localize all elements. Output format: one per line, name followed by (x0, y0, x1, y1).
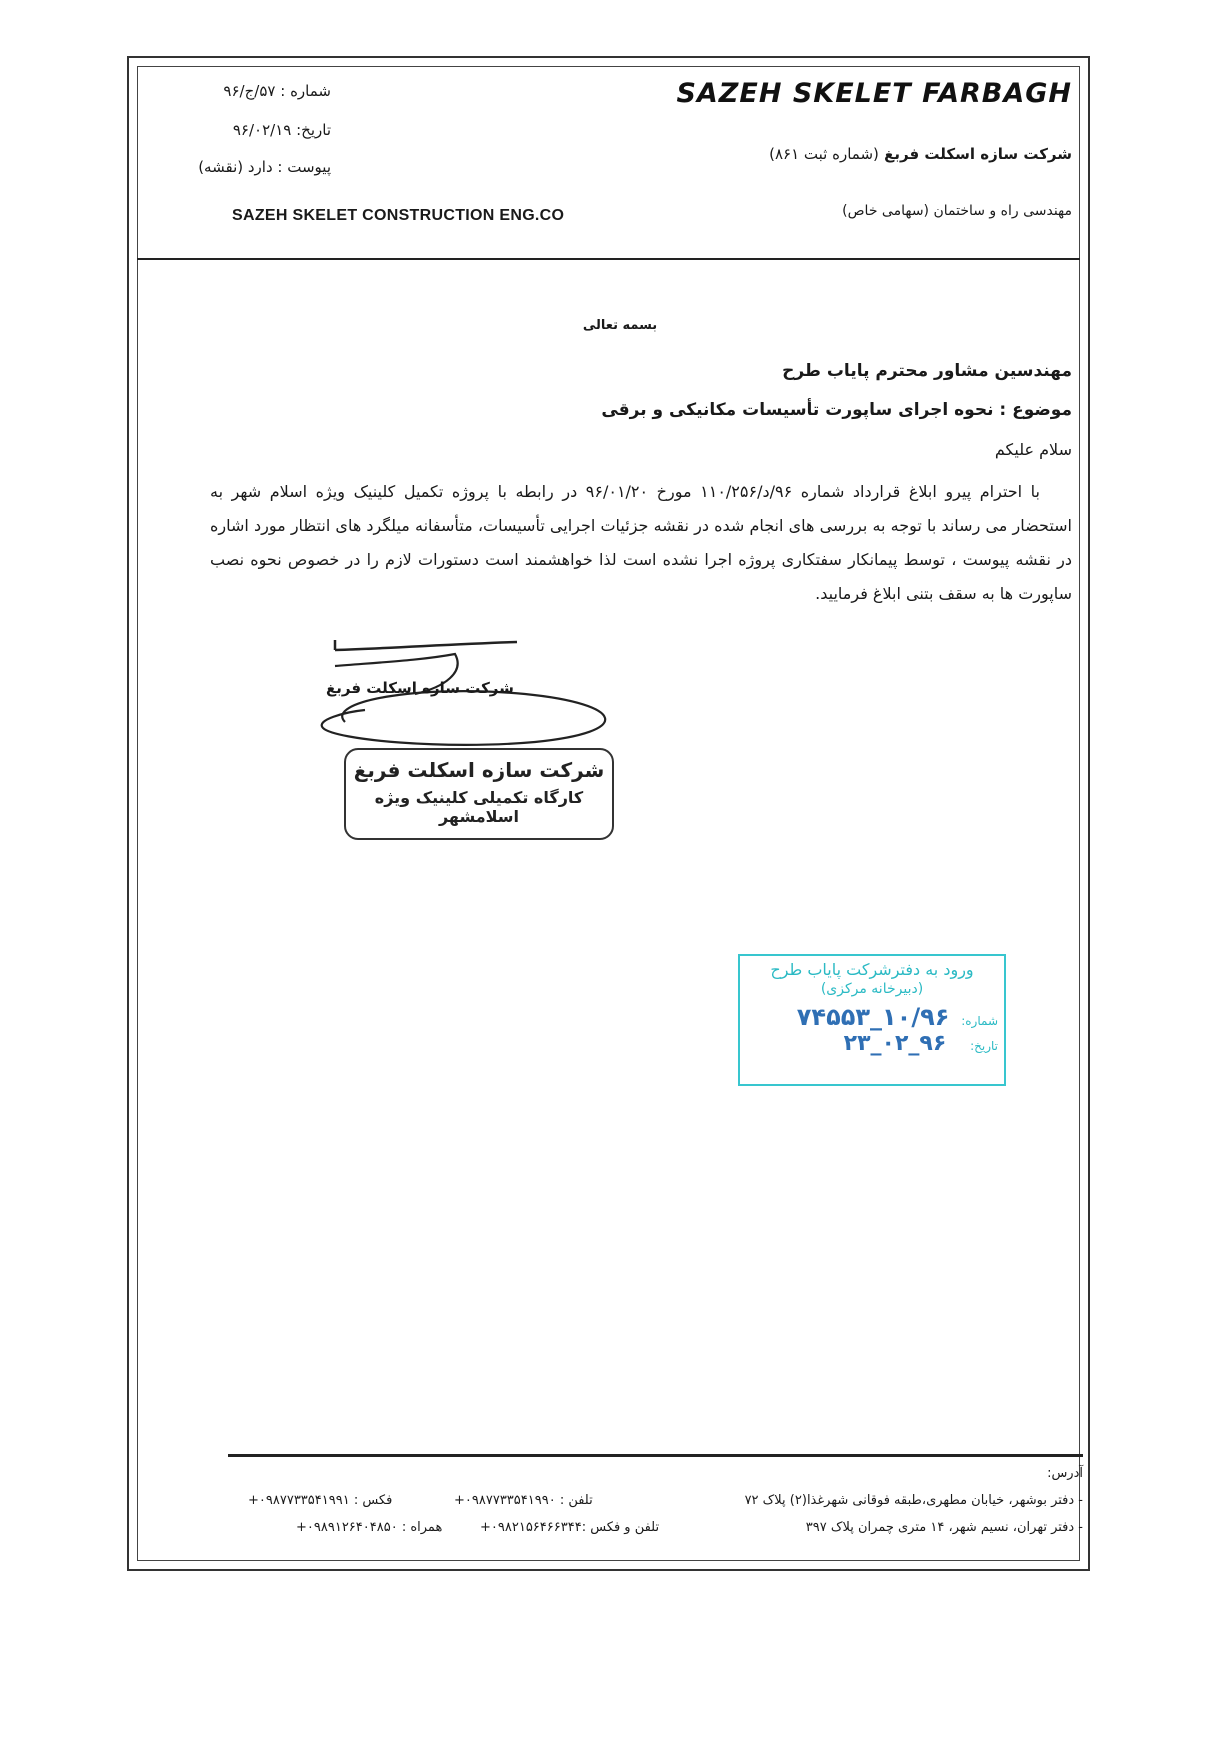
subject: موضوع : نحوه اجرای ساپورت تأسیسات مکانیکی و برقی (601, 400, 1072, 420)
letter-attachment (131, 158, 331, 176)
footer-divider (228, 1454, 1083, 1457)
footer-office2-phone: تلفن و فکس :۰۹۸۲۱۵۶۴۶۶۳۴۴+ (480, 1520, 660, 1535)
letter-number-label: شماره : (280, 82, 331, 100)
footer-address-label: آدرس: (1047, 1466, 1083, 1481)
signature-company: شرکت سازه اسکلت فربغ (326, 679, 514, 697)
footer-office2: - دفتر تهران، نسیم شهر، ۱۴ متری چمران پلاک ۳۹۷ (805, 1520, 1083, 1535)
receipt-stamp-date (740, 1031, 1004, 1056)
letter-date-value: ۹۶/۰۲/۱۹ (232, 121, 292, 139)
company-brand: SAZEH SKELET FARBAGH (676, 78, 1072, 109)
footer-office1-fax: فکس : ۰۹۸۷۷۳۳۵۴۱۹۹۱+ (248, 1493, 393, 1508)
letter-attachment-value: دارد (نقشه) (198, 158, 273, 176)
company-name-line (769, 145, 1072, 163)
footer-office1-phone: تلفن : ۰۹۸۷۷۳۳۵۴۱۹۹۰+ (454, 1493, 593, 1508)
receipt-stamp-date-value: ۹۶_۰۲_۲۳ (843, 1031, 947, 1056)
receipt-stamp-title: ورود به دفترشرکت پایاب طرح (770, 960, 974, 979)
letter-date-label: تاریخ: (296, 121, 331, 139)
letter-number (131, 82, 331, 100)
company-stamp (344, 748, 614, 840)
company-stamp-line1: شرکت سازه اسکلت فربغ (353, 758, 605, 782)
greeting: سلام علیکم (994, 440, 1072, 459)
receipt-stamp-date-label: تاریخ: (970, 1039, 998, 1053)
receipt-stamp-number-value: ۱۰/۹۶_۷۴۵۵۳ (796, 1003, 950, 1031)
company-stamp-line2: کارگاه تکمیلی کلینیک ویژه اسلامشهر (374, 788, 584, 826)
company-name: شرکت سازه اسکلت فربغ (884, 145, 1072, 163)
receipt-stamp (738, 954, 1006, 1086)
letter-attachment-label: پیوست : (277, 158, 331, 176)
letter-number-value: ۵۷/ج/۹۶ (223, 82, 276, 100)
letter-body: با احترام پیرو ابلاغ قرارداد شماره ۹۶/د/۱۱۰/۲۵۶ مورخ ۹۶/۰۱/۲۰ در رابطه با پروژه تکمیل کلینیک ویژه اسلام شهر به استحضار می رساند با توجه به بررسی های انجام شده در نقشه جزئیات اجرایی تأسیسات، متأسفانه میلگرد های انتظار مورد اشاره در نقشه پیوست ، توسط پیمانکار سفتکاری پروژه اجرا نشده است لذا خواهشمند است دستورات لازم را در خصوص نحوه نصب ساپورت ها به سقف بتنی ابلاغ فرمایید. (210, 482, 1072, 603)
footer-office1: - دفتر بوشهر، خیابان مطهری،طبقه فوقانی شهرغذا(۲) پلاک ۷۲ (744, 1493, 1083, 1508)
registration-number: (شماره ثبت ۸۶۱) (769, 145, 879, 163)
receipt-stamp-subtitle: (دبیرخانه مرکزی) (820, 981, 924, 997)
receipt-stamp-number-label: شماره: (961, 1014, 998, 1028)
recipient: مهندسین مشاور محترم پایاب طرح (782, 361, 1072, 381)
letter-date (131, 121, 331, 139)
footer-office2-mobile: همراه : ۰۹۸۹۱۲۶۴۰۴۸۵۰+ (296, 1520, 443, 1535)
invocation: بسمه تعالی (582, 318, 658, 333)
header-divider (137, 258, 1080, 260)
company-english-name: SAZEH SKELET CONSTRUCTION ENG.CO (232, 207, 565, 224)
company-activity: مهندسی راه و ساختمان (سهامی خاص) (842, 203, 1072, 219)
receipt-stamp-number (740, 1003, 1004, 1031)
